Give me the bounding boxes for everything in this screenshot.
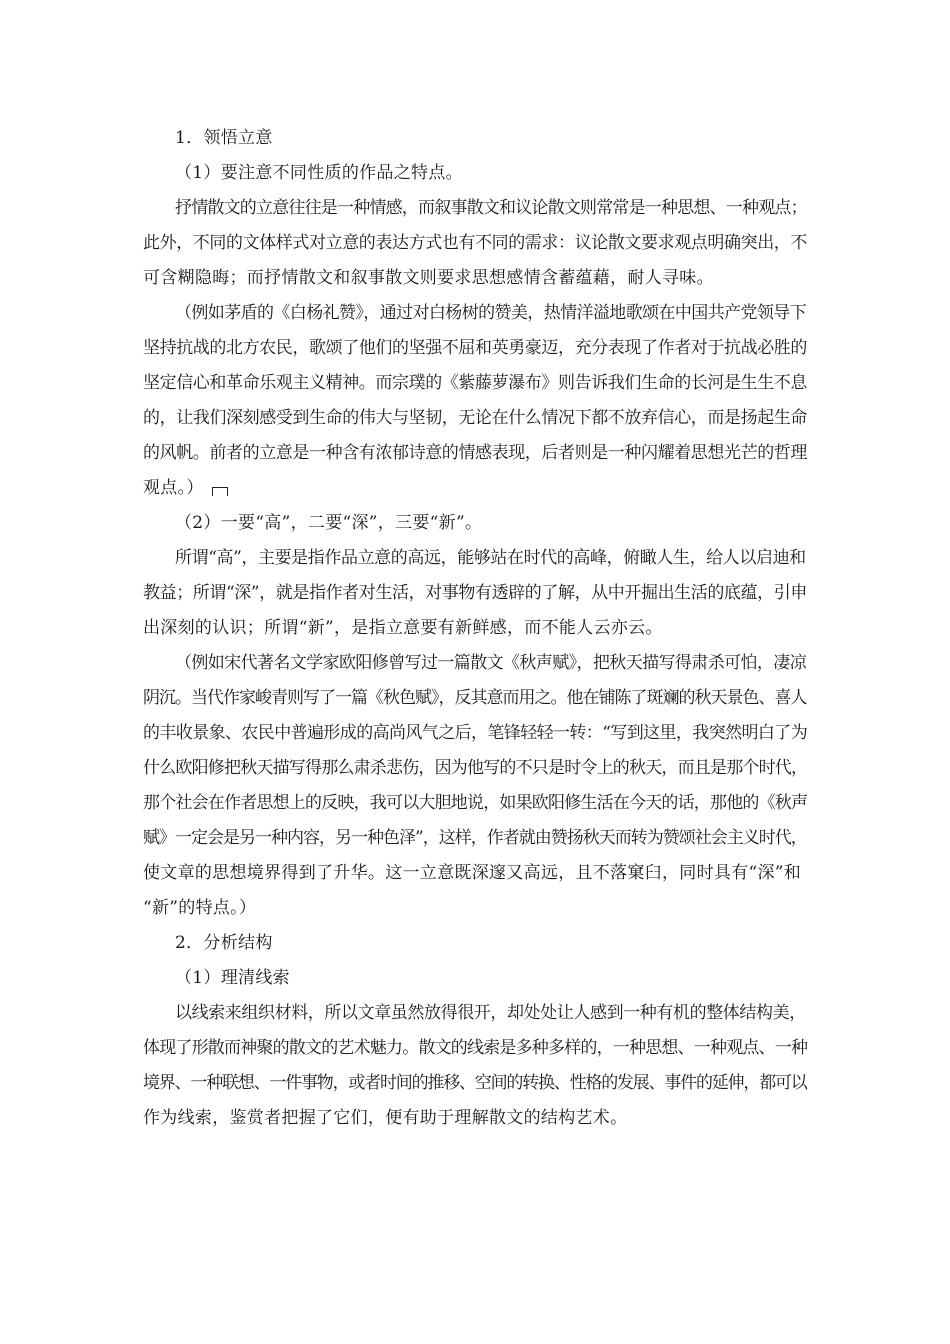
line-text: 使文章的思想境界得到了升华。这一立意既深邃又高远，且不落窠臼，同时具有“深”和 (143, 863, 802, 883)
line-text: “新”的特点。） (143, 898, 257, 918)
paragraph-line (143, 541, 808, 576)
line-text: 2．分析结构 (175, 933, 273, 953)
paragraph-line (143, 1066, 808, 1101)
line-text: 体现了形散而神聚的散文的艺术魅力。散文的线索是多种多样的，一种思想、一种观点、一种 (143, 1038, 808, 1058)
line-text: 作为线索，鉴赏者把握了它们，便有助于理解散文的结构艺术。 (143, 1108, 628, 1128)
paragraph-line (143, 996, 808, 1031)
paragraph-line (143, 366, 808, 401)
paragraph-line (143, 471, 808, 506)
line-text: 抒情散文的立意往往是一种情感，而叙事散文和议论散文则常常是一种思想、一种观点； (175, 198, 807, 218)
line-text: 以线索来组织材料，所以文章虽然放得很开，却处处让人感到一种有机的整体结构美， (175, 1003, 806, 1023)
section-heading (143, 926, 808, 961)
line-text: （1）理清线索 (175, 968, 290, 988)
paragraph-line (143, 821, 808, 856)
line-text: 赋》一定会是另一种内容，另一种色泽”，这样，作者就由赞扬秋天而转为赞颂社会主义时代， (143, 828, 807, 848)
paragraph-line (143, 786, 808, 821)
paragraph-line (143, 891, 808, 926)
section-heading (143, 121, 808, 156)
line-text: 1．领悟立意 (175, 128, 273, 148)
paragraph-line (143, 401, 808, 436)
section-heading (143, 961, 808, 996)
line-text: 的，让我们深刻感受到生命的伟大与坚韧，无论在什么情况下都不放弃信心，而是扬起生命 (143, 408, 807, 428)
line-text: 什么欧阳修把秋天描写得那么肃杀悲伤，因为他写的不只是时令上的秋天，而且是那个时代， (143, 758, 808, 778)
paragraph-line (143, 436, 808, 471)
edit-mark-icon (212, 487, 228, 496)
paragraph-line (143, 751, 808, 786)
line-text: 那个社会在作者思想上的反映，我可以大胆地说，如果欧阳修生活在今天的话，那他的《秋声 (143, 793, 808, 813)
paragraph-line (143, 681, 808, 716)
line-text: 坚定信心和革命乐观主义精神。而宗璞的《紫藤萝瀑布》则告诉我们生命的长河是生生不息 (143, 373, 807, 393)
line-text: 出深刻的认识；所谓“新”，是指立意要有新鲜感，而不能人云亦云。 (143, 618, 663, 638)
paragraph-line (143, 261, 808, 296)
line-text: （1）要注意不同性质的作品之特点。 (175, 163, 463, 183)
section-heading (143, 506, 808, 541)
line-text: 可含糊隐晦；而抒情散文和叙事散文则要求思想感情含蓄蕴藉，耐人寻味。 (143, 268, 714, 288)
paragraph-line (143, 1031, 808, 1066)
paragraph-line (143, 1101, 808, 1136)
line-text: 所谓“高”，主要是指作品立意的高远，能够站在时代的高峰，俯瞰人生，给人以启迪和 (175, 548, 806, 568)
paragraph-line (143, 646, 808, 681)
line-text: 此外，不同的文体样式对立意的表达方式也有不同的需求：议论散文要求观点明确突出，不 (143, 233, 807, 253)
line-text: 教益；所谓“深”，就是指作者对生活，对事物有透辟的了解，从中开掘出生活的底蕴，引申 (143, 583, 807, 603)
line-text: 的风帆。前者的立意是一种含有浓郁诗意的情感表现，后者则是一种闪耀着思想光芒的哲理 (143, 443, 807, 463)
line-text: 坚持抗战的北方农民，歌颂了他们的坚强不屈和英勇豪迈，充分表现了作者对于抗战必胜的 (143, 338, 807, 358)
paragraph-line (143, 296, 808, 331)
paragraph-line (143, 716, 808, 751)
line-text: 境界、一种联想、一件事物，或者时间的推移、空间的转换、性格的发展、事件的延伸，都可以 (143, 1073, 807, 1093)
line-text: 阴沉。当代作家峻青则写了一篇《秋色赋》，反其意而用之。他在铺陈了斑斓的秋天景色、喜人 (143, 688, 807, 708)
line-text: 的丰收景象、农民中普遍形成的高尚风气之后，笔锋轻轻一转：“写到这里，我突然明白了为 (143, 723, 808, 743)
section-heading (143, 156, 808, 191)
document-body (143, 121, 808, 1136)
paragraph-line (143, 576, 808, 611)
paragraph-line (143, 856, 808, 891)
line-text: （例如茅盾的《白杨礼赞》，通过对白杨树的赞美，热情洋溢地歌颂在中国共产党领导下 (175, 303, 807, 323)
paragraph-line (143, 191, 808, 226)
paragraph-line (143, 226, 808, 261)
line-text: （2）一要“高”，二要“深”，三要“新”。 (175, 513, 483, 533)
line-text: （例如宋代著名文学家欧阳修曾写过一篇散文《秋声赋》，把秋天描写得肃杀可怕，凄凉 (175, 653, 807, 673)
paragraph-line (143, 331, 808, 366)
paragraph-line (143, 611, 808, 646)
line-text: 观点。） (143, 478, 204, 498)
